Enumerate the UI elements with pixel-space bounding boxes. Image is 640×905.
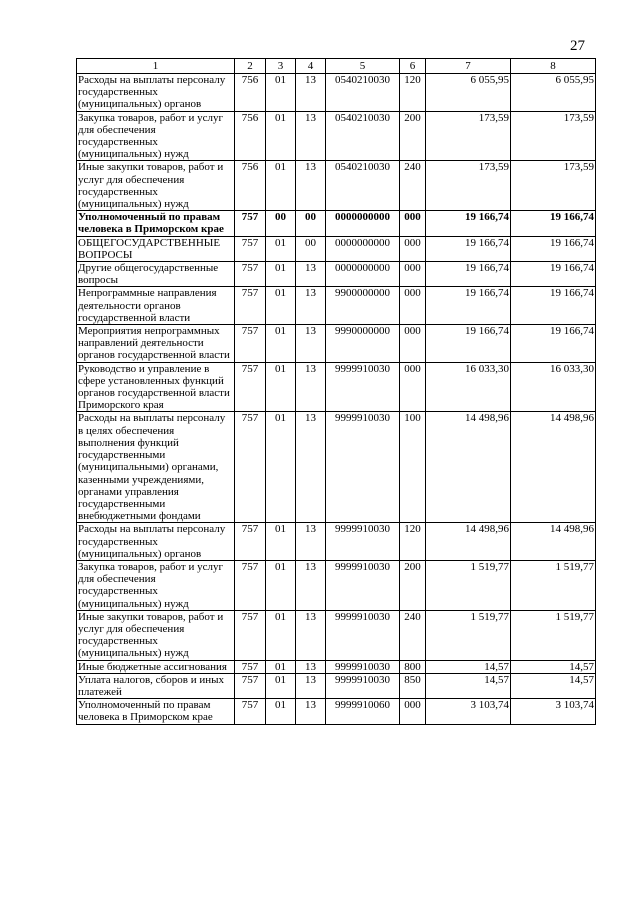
row-name-cell: Уполномоченный по правам человека в Приморском крае — [77, 699, 235, 724]
amount-cell: 14,57 — [511, 660, 596, 673]
code-cell: 13 — [296, 362, 326, 412]
table-row — [77, 523, 596, 561]
amount-cell: 6 055,95 — [511, 74, 596, 112]
amount-cell: 173,59 — [511, 111, 596, 161]
amount-cell: 14 498,96 — [426, 412, 511, 523]
code-cell: 757 — [235, 523, 266, 561]
code-cell: 9999910030 — [326, 610, 400, 660]
amount-cell: 173,59 — [426, 161, 511, 211]
table-body — [77, 74, 596, 725]
amount-cell: 19 166,74 — [426, 325, 511, 363]
code-cell: 0000000000 — [326, 211, 400, 236]
amount-cell: 19 166,74 — [511, 325, 596, 363]
code-cell: 00 — [266, 211, 296, 236]
column-header: 6 — [400, 59, 426, 74]
code-cell: 13 — [296, 111, 326, 161]
code-cell: 01 — [266, 74, 296, 112]
header-row — [77, 59, 596, 74]
row-name-cell: Закупка товаров, работ и услуг для обеспечения государственных (муниципальных) нужд — [77, 111, 235, 161]
row-name-cell: Расходы на выплаты персоналу государственных (муниципальных) органов — [77, 523, 235, 561]
table-row — [77, 660, 596, 673]
table-row — [77, 673, 596, 698]
amount-cell: 14,57 — [426, 673, 511, 698]
code-cell: 120 — [400, 74, 426, 112]
amount-cell: 19 166,74 — [426, 236, 511, 261]
code-cell: 13 — [296, 660, 326, 673]
code-cell: 13 — [296, 262, 326, 287]
code-cell: 13 — [296, 161, 326, 211]
row-name-cell: Иные закупки товаров, работ и услуг для обеспечения государственных (муниципальных) нужд — [77, 610, 235, 660]
amount-cell: 173,59 — [426, 111, 511, 161]
code-cell: 0000000000 — [326, 236, 400, 261]
amount-cell: 14,57 — [426, 660, 511, 673]
code-cell: 800 — [400, 660, 426, 673]
table-row — [77, 211, 596, 236]
code-cell: 757 — [235, 287, 266, 325]
code-cell: 13 — [296, 325, 326, 363]
column-header: 5 — [326, 59, 400, 74]
column-header: 4 — [296, 59, 326, 74]
budget-table — [76, 58, 596, 725]
code-cell: 757 — [235, 236, 266, 261]
row-name-cell: Другие общегосударственные вопросы — [77, 262, 235, 287]
amount-cell: 14 498,96 — [511, 412, 596, 523]
code-cell: 757 — [235, 699, 266, 724]
amount-cell: 3 103,74 — [511, 699, 596, 724]
code-cell: 9999910030 — [326, 560, 400, 610]
row-name-cell: Уплата налогов, сборов и иных платежей — [77, 673, 235, 698]
table-row — [77, 325, 596, 363]
table-row — [77, 699, 596, 724]
code-cell: 01 — [266, 560, 296, 610]
code-cell: 757 — [235, 211, 266, 236]
amount-cell: 1 519,77 — [426, 560, 511, 610]
row-name-cell: Уполномоченный по правам человека в Приморском крае — [77, 211, 235, 236]
table-row — [77, 161, 596, 211]
code-cell: 01 — [266, 660, 296, 673]
code-cell: 000 — [400, 236, 426, 261]
code-cell: 000 — [400, 699, 426, 724]
table-row — [77, 560, 596, 610]
code-cell: 000 — [400, 211, 426, 236]
code-cell: 757 — [235, 660, 266, 673]
code-cell: 01 — [266, 236, 296, 261]
code-cell: 000 — [400, 325, 426, 363]
code-cell: 0000000000 — [326, 262, 400, 287]
code-cell: 757 — [235, 325, 266, 363]
code-cell: 01 — [266, 362, 296, 412]
code-cell: 0540210030 — [326, 74, 400, 112]
code-cell: 100 — [400, 412, 426, 523]
amount-cell: 3 103,74 — [426, 699, 511, 724]
code-cell: 756 — [235, 161, 266, 211]
column-header: 1 — [77, 59, 235, 74]
code-cell: 13 — [296, 287, 326, 325]
code-cell: 757 — [235, 262, 266, 287]
row-name-cell: Закупка товаров, работ и услуг для обеспечения государственных (муниципальных) нужд — [77, 560, 235, 610]
code-cell: 850 — [400, 673, 426, 698]
row-name-cell: Мероприятия непрограммных направлений деятельности органов государственной власти — [77, 325, 235, 363]
amount-cell: 6 055,95 — [426, 74, 511, 112]
code-cell: 756 — [235, 74, 266, 112]
code-cell: 13 — [296, 74, 326, 112]
code-cell: 200 — [400, 560, 426, 610]
amount-cell: 173,59 — [511, 161, 596, 211]
code-cell: 01 — [266, 325, 296, 363]
code-cell: 000 — [400, 287, 426, 325]
table-row — [77, 262, 596, 287]
code-cell: 01 — [266, 699, 296, 724]
row-name-cell: Расходы на выплаты персоналу в целях обеспечения выполнения функций государственными (муниципальными) органами, казенными учреждениями, органами управления государственными внебюджетными фондами — [77, 412, 235, 523]
code-cell: 9999910030 — [326, 523, 400, 561]
code-cell: 9900000000 — [326, 287, 400, 325]
amount-cell: 19 166,74 — [426, 262, 511, 287]
code-cell: 120 — [400, 523, 426, 561]
code-cell: 240 — [400, 161, 426, 211]
table-row — [77, 236, 596, 261]
code-cell: 01 — [266, 262, 296, 287]
amount-cell: 1 519,77 — [511, 610, 596, 660]
code-cell: 200 — [400, 111, 426, 161]
code-cell: 0540210030 — [326, 161, 400, 211]
row-name-cell: Иные бюджетные ассигнования — [77, 660, 235, 673]
amount-cell: 16 033,30 — [426, 362, 511, 412]
amount-cell: 19 166,74 — [511, 262, 596, 287]
amount-cell: 14 498,96 — [511, 523, 596, 561]
code-cell: 0540210030 — [326, 111, 400, 161]
code-cell: 757 — [235, 610, 266, 660]
code-cell: 13 — [296, 523, 326, 561]
amount-cell: 19 166,74 — [511, 236, 596, 261]
amount-cell: 19 166,74 — [426, 211, 511, 236]
code-cell: 13 — [296, 610, 326, 660]
code-cell: 757 — [235, 412, 266, 523]
column-header: 2 — [235, 59, 266, 74]
code-cell: 756 — [235, 111, 266, 161]
amount-cell: 19 166,74 — [511, 287, 596, 325]
code-cell: 240 — [400, 610, 426, 660]
code-cell: 01 — [266, 287, 296, 325]
table-row — [77, 287, 596, 325]
amount-cell: 16 033,30 — [511, 362, 596, 412]
code-cell: 13 — [296, 699, 326, 724]
amount-cell: 19 166,74 — [511, 211, 596, 236]
code-cell: 00 — [296, 211, 326, 236]
amount-cell: 1 519,77 — [426, 610, 511, 660]
code-cell: 01 — [266, 111, 296, 161]
column-header: 8 — [511, 59, 596, 74]
amount-cell: 14 498,96 — [426, 523, 511, 561]
row-name-cell: Непрограммные направления деятельности органов государственной власти — [77, 287, 235, 325]
code-cell: 01 — [266, 610, 296, 660]
code-cell: 13 — [296, 412, 326, 523]
page-number: 27 — [570, 38, 585, 54]
row-name-cell: Расходы на выплаты персоналу государственных (муниципальных) органов — [77, 74, 235, 112]
code-cell: 9999910030 — [326, 412, 400, 523]
amount-cell: 1 519,77 — [511, 560, 596, 610]
code-cell: 9999910060 — [326, 699, 400, 724]
code-cell: 13 — [296, 673, 326, 698]
code-cell: 01 — [266, 523, 296, 561]
code-cell: 9999910030 — [326, 673, 400, 698]
row-name-cell: Руководство и управление в сфере установленных функций органов государственной власти Приморского края — [77, 362, 235, 412]
table-row — [77, 362, 596, 412]
row-name-cell: Иные закупки товаров, работ и услуг для обеспечения государственных (муниципальных) нужд — [77, 161, 235, 211]
amount-cell: 14,57 — [511, 673, 596, 698]
table-row — [77, 111, 596, 161]
code-cell: 9999910030 — [326, 362, 400, 412]
amount-cell: 19 166,74 — [426, 287, 511, 325]
code-cell: 01 — [266, 673, 296, 698]
code-cell: 13 — [296, 560, 326, 610]
code-cell: 757 — [235, 362, 266, 412]
code-cell: 000 — [400, 362, 426, 412]
table-row — [77, 74, 596, 112]
table-row — [77, 412, 596, 523]
code-cell: 9999910030 — [326, 660, 400, 673]
code-cell: 757 — [235, 673, 266, 698]
code-cell: 01 — [266, 412, 296, 523]
row-name-cell: ОБЩЕГОСУДАРСТВЕННЫЕ ВОПРОСЫ — [77, 236, 235, 261]
column-header: 7 — [426, 59, 511, 74]
table-row — [77, 610, 596, 660]
column-header: 3 — [266, 59, 296, 74]
code-cell: 000 — [400, 262, 426, 287]
code-cell: 9990000000 — [326, 325, 400, 363]
code-cell: 01 — [266, 161, 296, 211]
code-cell: 00 — [296, 236, 326, 261]
code-cell: 757 — [235, 560, 266, 610]
